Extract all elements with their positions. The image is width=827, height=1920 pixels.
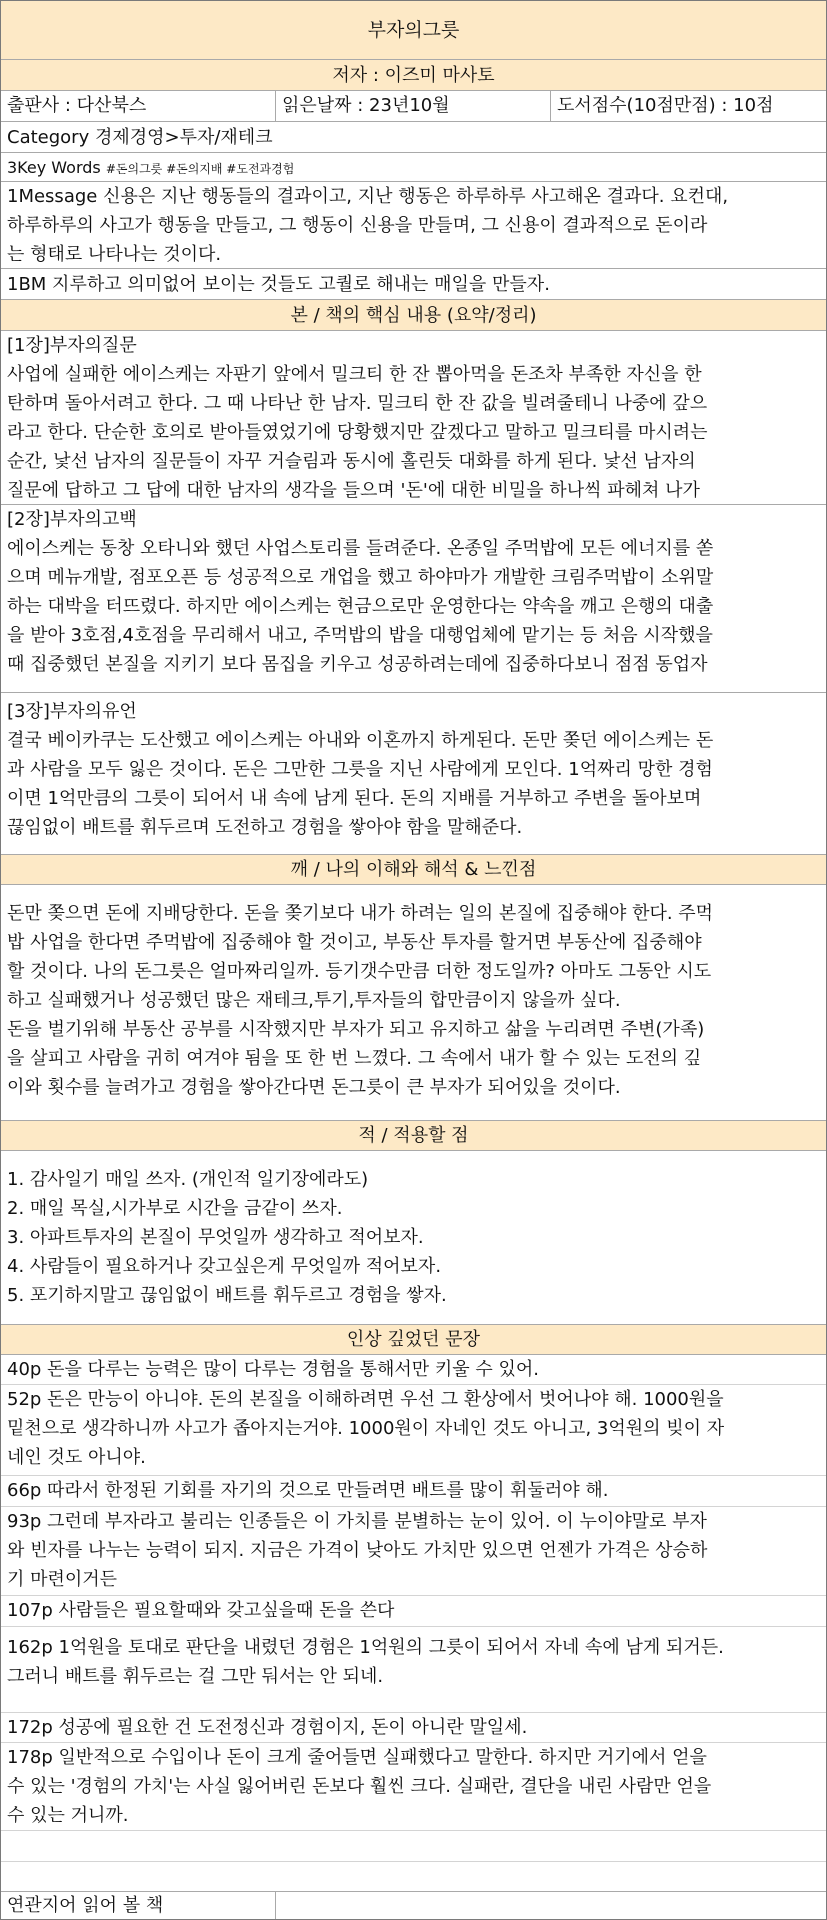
insight-line: 할 것이다. 나의 돈그릇은 얼마짜리일까. 등기갯수만큼 더한 정도일까? 아마도 그동안 시도 [7, 961, 712, 982]
bm-text: 1BM 지루하고 의미없어 보이는 것들도 고퀄로 해내는 매일을 만들자. [7, 274, 550, 295]
quote-line: 172p 성공에 필요한 건 도전정신과 경험이지, 돈이 아니란 말일세. [7, 1717, 528, 1738]
apply-header-text: 적 / 적용할 점 [358, 1125, 469, 1146]
title-row [1, 1, 826, 60]
quote-line: 수 있는 '경험의 가치'는 사실 잃어버린 돈보다 훨씬 크다. 실패란, 결단을 내린 사람만 얻을 [7, 1776, 712, 1797]
chapter-line: 결국 베이카쿠는 도산했고 에이스케는 아내와 이혼까지 하게된다. 돈만 쫒던 에이스케는 돈 [7, 730, 714, 751]
insight-line: 하고 실패했거나 성공했던 많은 재테크,투기,투자들의 합만큼이지 않을까 싶다. [7, 990, 621, 1011]
chapter-2-block [1, 505, 826, 693]
chapter-line: 하는 대박을 터뜨렸다. 하지만 에이스케는 현금으로만 운영한다는 약속을 깨고 은행의 대출 [7, 596, 714, 617]
quote-item [1, 1476, 826, 1507]
chapter-1-block [1, 331, 826, 505]
quote-line: 162p 1억원을 토대로 판단을 내렸던 경험은 1억원의 그릇이 되어서 자네 속에 남게 되거든. [7, 1637, 724, 1658]
keywords-label: 3Key Words [7, 158, 106, 177]
quote-item [1, 1507, 826, 1596]
quote-line: 그러니 배트를 휘두르는 걸 그만 둬서는 안 되네. [7, 1666, 384, 1687]
quote-line: 수 있는 거니까. [7, 1805, 129, 1826]
empty-row [1, 1861, 826, 1892]
quote-line: 기 마련이거든 [7, 1569, 118, 1590]
quote-line: 178p 일반적으로 수입이나 돈이 크게 줄어들면 실패했다고 말한다. 하지만 거기에서 얻을 [7, 1747, 707, 1768]
quote-item [1, 1743, 826, 1831]
quote-line: 66p 따라서 한정된 기회를 자기의 것으로 만들려면 배트를 많이 휘둘러야 해. [7, 1480, 609, 1501]
read-date-cell [276, 91, 551, 121]
read-date-text: 읽은날짜 : 23년10월 [282, 95, 450, 116]
book-title: 부자의그릇 [367, 19, 460, 41]
related-books-row [1, 1891, 826, 1919]
chapter-line: 에이스케는 동창 오타니와 했던 사업스토리를 들려준다. 온종일 주먹밥에 모든 에너지를 쏟 [7, 538, 714, 559]
author-row [1, 60, 826, 91]
quote-item [1, 1627, 826, 1713]
quote-line: 밑천으로 생각하니까 사고가 좁아지는거야. 1000원이 자네인 것도 아니고, 3억원의 빚이 자 [7, 1418, 725, 1439]
quote-item [1, 1385, 826, 1476]
quote-line: 93p 그런데 부자라고 불리는 인종들은 이 가치를 분별하는 눈이 있어. 이 누이야말로 부자 [7, 1511, 707, 1532]
bm-row [1, 269, 826, 300]
chapter-line: 이면 1억만큼의 그릇이 되어서 내 속에 남게 된다. 돈의 지배를 거부하고 주변을 돌아보며 [7, 788, 702, 809]
score-text: 도서점수(10점만점) : 10점 [557, 95, 774, 116]
category-text: Category 경제경영>투자/재테크 [7, 127, 273, 148]
apply-item: 1. 감사일기 매일 쓰자. (개인적 일기장에라도) [7, 1169, 369, 1190]
summary-header [1, 300, 826, 331]
chapter-line: 을 받아 3호점,4호점을 무리해서 내고, 주먹밥의 밥을 대행업체에 맡기는 등 처음 시작했을 [7, 625, 713, 646]
quote-line: 40p 돈을 다루는 능력은 많이 다루는 경험을 통해서만 키울 수 있어. [7, 1359, 539, 1380]
insight-line: 돈만 쫒으면 돈에 지배당한다. 돈을 쫒기보다 내가 하려는 일의 본질에 집중해야 한다. 주먹 [7, 903, 714, 924]
message-line: 1Message 신용은 지난 행동들의 결과이고, 지난 행동은 하루하루 사고해온 결과다. 요컨대, [7, 186, 729, 207]
quote-line: 와 빈자를 나누는 능력이 되지. 지금은 가격이 낮아도 가치만 있으면 언젠가 가격은 상승하 [7, 1540, 708, 1561]
apply-item: 2. 매일 목실,시가부로 시간을 금같이 쓰자. [7, 1198, 343, 1219]
insight-line: 돈을 벌기위해 부동산 공부를 시작했지만 부자가 되고 유지하고 삶을 누리려면 주변(가족) [7, 1019, 705, 1040]
quote-line: 네인 것도 아니야. [7, 1447, 146, 1468]
apply-block [1, 1151, 826, 1325]
chapter-line: 탄하며 돌아서려고 한다. 그 때 나타난 한 남자. 밀크티 한 잔 값을 빌려줄테니 나중에 갚으 [7, 393, 708, 414]
chapter-title: [1장]부자의질문 [7, 335, 137, 356]
quote-item [1, 1596, 826, 1627]
chapter-line: 순간, 낯선 남자의 질문들이 자꾸 거슬림과 동시에 홀린듯 대화를 하게 된다. 낯선 남자의 [7, 451, 696, 472]
quote-item [1, 1355, 826, 1385]
related-books-label-cell [1, 1892, 276, 1919]
score-cell [551, 91, 826, 121]
chapter-line: 때 집중했던 본질을 지키기 보다 몸집을 키우고 성공하려는데에 집중하다보니 점점 동업자 [7, 654, 708, 675]
chapter-line: 라고 한다. 단순한 호의로 받아들였었기에 당황했지만 갚겠다고 말하고 밀크티를 마시려는 [7, 422, 708, 443]
apply-item: 3. 아파트투자의 본질이 무엇일까 생각하고 적어보자. [7, 1227, 424, 1248]
message-line: 하루하루의 사고가 행동을 만들고, 그 행동이 신용을 만들며, 그 신용이 결과적으로 돈이라 [7, 215, 708, 236]
apply-header [1, 1121, 826, 1151]
chapter-line: 끊임없이 배트를 휘두르며 도전하고 경험을 쌓아야 함을 말해준다. [7, 817, 523, 838]
keywords-tags: #돈의그릇 #돈의지배 #도전과경험 [105, 162, 295, 176]
quote-line: 52p 돈은 만능이 아니야. 돈의 본질을 이해하려면 우선 그 환상에서 벗어나야 해. 1000원을 [7, 1389, 724, 1410]
chapter-line: 으며 메뉴개발, 점포오픈 등 성공적으로 개업을 했고 하야마가 개발한 크림주먹밥이 소위말 [7, 567, 714, 588]
insight-line: 이와 횟수를 늘려가고 경험을 쌓아간다면 돈그릇이 큰 부자가 되어있을 것이다. [7, 1077, 621, 1098]
quotes-header-text: 인상 깊었던 문장 [346, 1329, 481, 1350]
quote-item [1, 1713, 826, 1743]
author-text: 저자 : 이즈미 마사토 [332, 65, 495, 86]
message-row [1, 182, 826, 269]
apply-item: 4. 사람들이 필요하거나 갖고싶은게 무엇일까 적어보자. [7, 1256, 442, 1277]
message-line: 는 형태로 나타나는 것이다. [7, 244, 222, 265]
insight-block [1, 885, 826, 1121]
apply-item: 5. 포기하지말고 끊임없이 배트를 휘두르고 경험을 쌓자. [7, 1285, 447, 1306]
related-books-label: 연관지어 읽어 볼 책 [7, 1895, 164, 1916]
summary-header-text: 본 / 책의 핵심 내용 (요약/정리) [290, 305, 537, 326]
empty-row [1, 1831, 826, 1862]
chapter-title: [2장]부자의고백 [7, 509, 137, 530]
keywords-row [1, 153, 826, 182]
category-row [1, 122, 826, 153]
quote-line: 107p 사람들은 필요할때와 갖고싶을때 돈을 쓴다 [7, 1600, 395, 1621]
chapter-line: 과 사람을 모두 잃은 것이다. 돈은 그만한 그릇을 지닌 사람에게 모인다. 1억짜리 망한 경험 [7, 759, 713, 780]
chapter-3-block [1, 693, 826, 855]
insight-header [1, 855, 826, 885]
chapter-line: 질문에 답하고 그 답에 대한 남자의 생각을 들으며 '돈'에 대한 비밀을 하나씩 파헤쳐 나가 [7, 480, 700, 501]
info-row [1, 91, 826, 122]
publisher-cell [1, 91, 276, 121]
chapter-title: [3장]부자의유언 [7, 701, 137, 722]
insight-line: 을 살피고 사람을 귀히 여겨야 됨을 또 한 번 느꼈다. 그 속에서 내가 할 수 있는 도전의 깊 [7, 1048, 702, 1069]
publisher-text: 출판사 : 다산북스 [7, 95, 147, 116]
insight-header-text: 깨 / 나의 이해와 해석 & 느낀점 [290, 859, 537, 880]
chapter-line: 사업에 실패한 에이스케는 자판기 앞에서 밀크티 한 잔 뽑아먹을 돈조차 부족한 자신을 한 [7, 364, 702, 385]
quotes-header [1, 1325, 826, 1355]
insight-line: 밥 사업을 한다면 주먹밥에 집중해야 할 것이고, 부동산 투자를 할거면 부동산에 집중해야 [7, 932, 702, 953]
